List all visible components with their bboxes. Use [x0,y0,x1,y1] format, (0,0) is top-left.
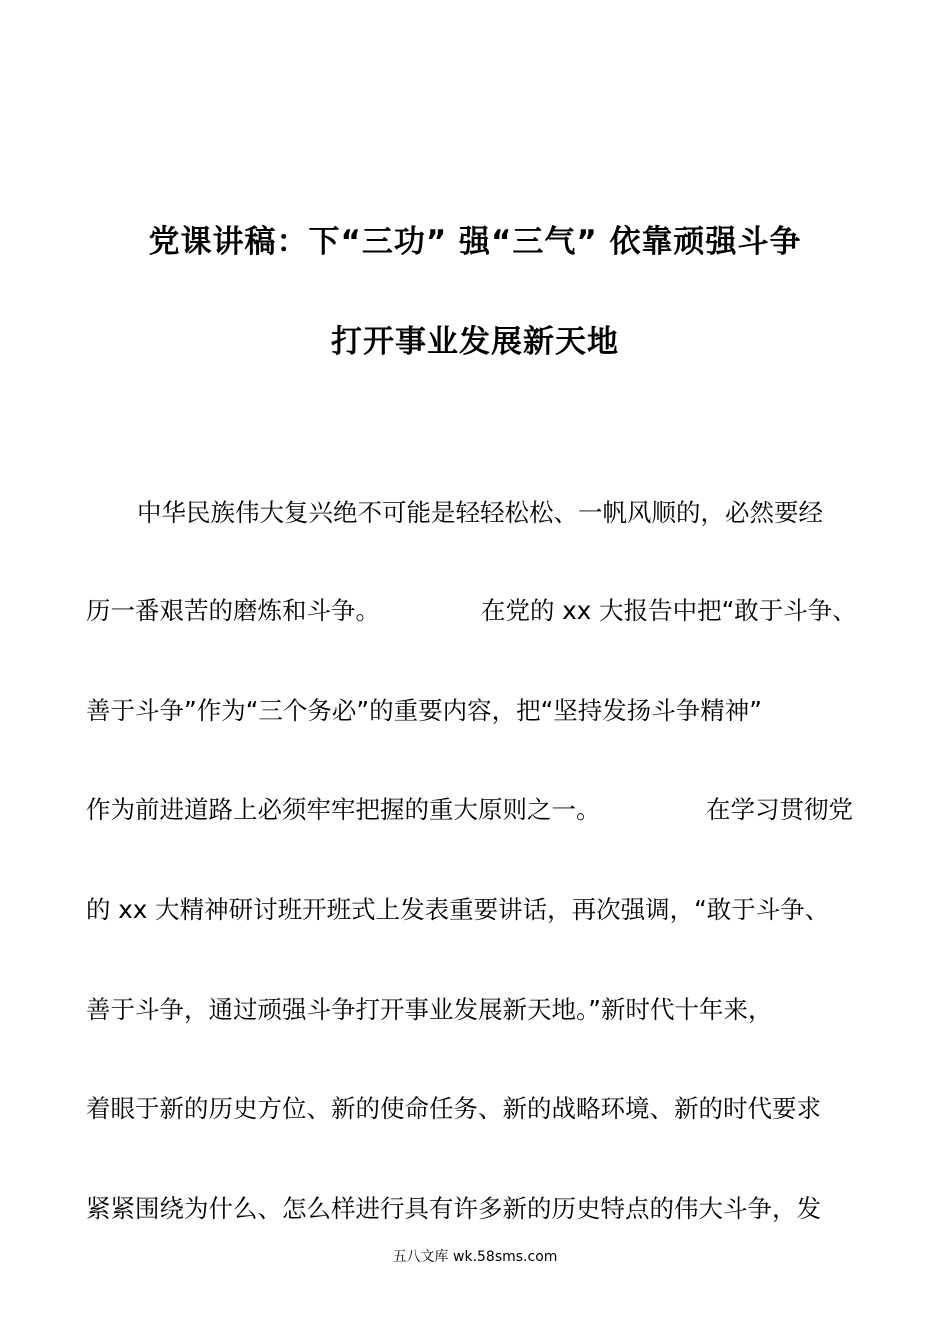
paragraph-line-6: 善于斗争，通过顽强斗争打开事业发展新天地。”新时代十年来， [86,995,773,1024]
paragraph-line-2: 历一番艰苦的磨炼和斗争。 [86,596,380,625]
paragraph-line-1: 中华民族伟大复兴绝不可能是轻轻松松、一帆风顺的，必然要经 [137,498,823,527]
paragraph-line-8: 紧紧围绕为什么、怎么样进行具有许多新的历史特点的伟大斗争，发 [86,1194,821,1223]
document-title-line-1: 党课讲稿：下“三功” 强“三气” 依靠顽强斗争 [148,224,802,260]
paragraph-line-2b: 在党的 xx 大报告中把“敢于斗争、 [481,596,857,625]
paragraph-line-4: 作为前进道路上必须牢牢把握的重大原则之一。 [86,795,601,824]
paragraph-line-4b: 在学习贯彻党 [706,795,853,824]
paragraph-line-5: 的 xx 大精神研讨班开班式上发表重要讲话，再次强调，“敢于斗争、 [86,895,830,924]
paragraph-line-7: 着眼于新的历史方位、新的使命任务、新的战略环境、新的时代要求 [86,1094,821,1123]
document-title-line-2: 打开事业发展新天地 [331,324,619,360]
paragraph-line-3: 善于斗争”作为“三个务必”的重要内容，把“坚持发扬斗争精神” [86,696,762,725]
footer-watermark: 五八文库 wk.58sms.com [392,1249,558,1265]
